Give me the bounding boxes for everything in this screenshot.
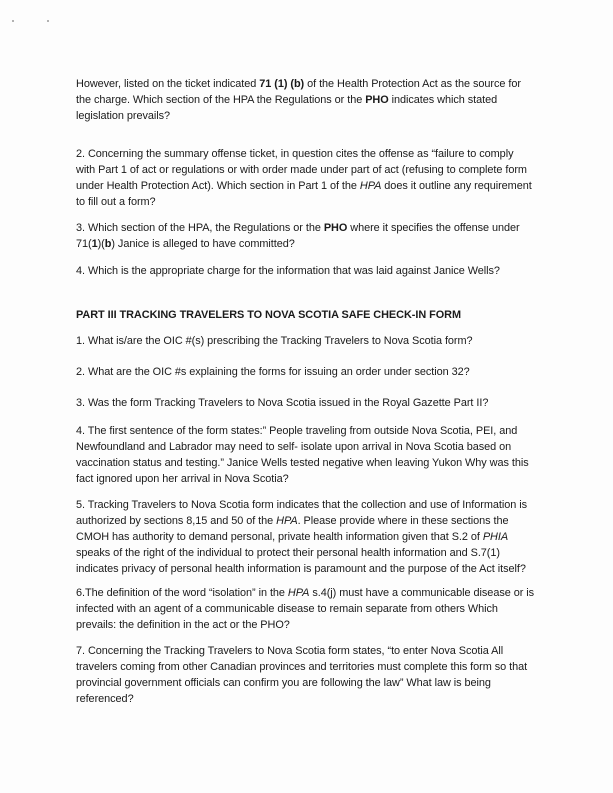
intro-line [76,76,521,92]
text-segment: speaks of the right of the individual to protect their personal health information and S.7(1) [76,547,500,559]
scan-speck [47,20,49,22]
text-segment: the charge. Which section of the HPA the Regulations or the [76,94,366,106]
question-line [76,439,511,455]
text-segment: indicates privacy of personal health information is paramount and the purpose of the Act itself? [76,563,526,575]
question-line [76,162,527,178]
text-segment: 5. Tracking Travelers to Nova Scotia form indicates that the collection and use of Information is [76,499,527,511]
text-segment: vaccination status and testing.” Janice Wells tested negative when leaving Yukon Why was this [76,457,529,469]
bold-text: b [104,238,112,250]
text-segment: travelers coming from other Canadian provinces and territories must complete this form so that [76,661,528,673]
question-line [76,178,532,194]
text-segment: where it specifies the offense under [347,222,520,234]
question-line [76,263,500,279]
question-line [76,455,529,471]
question-line [76,236,295,252]
question-line [76,395,488,411]
text-segment: 2. What are the OIC #s explaining the forms for issuing an order under section 32? [76,366,470,378]
section-heading: PART III TRACKING TRAVELERS TO NOVA SCOTIA SAFE CHECK-IN FORM [76,309,461,321]
text-segment: 7. Concerning the Tracking Travelers to Nova Scotia form states, “to enter Nova Scotia All [76,645,504,657]
text-segment: provincial government officials can confirm you are following the law” What law is being [76,677,491,689]
text-segment: under Health Protection Act). Which section in Part 1 of the [76,180,360,192]
text-segment: s.4(j) must have a communicable disease or is [309,587,535,599]
text-segment: 6.The definition of the word “isolation” in the [76,587,288,599]
text-segment: 2. Concerning the summary offense ticket, in question cites the offense as “failure to comply [76,148,514,160]
question-line [76,364,470,380]
question-line [76,423,517,439]
text-segment: fact ignored upon her arrival in Nova Scotia? [76,473,289,485]
question-line [76,529,508,545]
question-line [76,617,290,633]
text-segment: to fill out a form? [76,196,156,208]
question-line [76,545,500,561]
question-line [76,643,503,659]
text-segment: does it outline any requirement [381,180,532,192]
text-segment: . Please provide where in these sections the [297,515,509,527]
text-segment: 4. The first sentence of the form states:” People traveling from outside Nova Scotia, PEI, and [76,425,518,437]
text-segment: referenced? [76,693,134,705]
question-line [76,471,289,487]
text-segment: with Part 1 of act or regulations or with order made under part of act (refusing to complete form [76,164,527,176]
text-segment: ) Janice is alleged to have committed? [111,238,295,250]
question-line [76,585,534,601]
text-segment: 3. Which section of the HPA, the Regulations or the [76,222,324,234]
question-line [76,601,498,617]
text-segment: 71( [76,238,92,250]
text-segment: 4. Which is the appropriate charge for the information that was laid against Janice Wells? [76,265,500,277]
italic-text: PHIA [482,531,509,543]
bold-text: 1 [91,238,98,250]
text-segment: CMOH has authority to demand personal, private health information given that S.2 of [76,531,483,543]
intro-line [76,92,497,108]
intro-line [76,108,170,124]
bold-text: PHO [365,94,389,106]
question-line [76,220,520,236]
question-line [76,146,513,162]
question-line [76,194,156,210]
question-line [76,333,473,349]
italic-text: HPA [359,180,382,192]
italic-text: HPA [276,515,298,527]
italic-text: HPA [287,587,310,599]
question-line [76,513,508,529]
question-line [76,561,526,577]
question-line [76,659,527,675]
bold-text: 71 (1) (b) [259,78,305,90]
question-line [76,691,134,707]
text-segment: 1. What is/are the OIC #(s) prescribing the Tracking Travelers to Nova Scotia form? [76,335,473,347]
text-segment: 3. Was the form Tracking Travelers to Nova Scotia issued in the Royal Gazette Part II? [76,397,489,409]
bold-text: PHO [323,222,348,234]
text-segment: of the Health Protection Act as the source for [304,78,521,90]
question-line [76,675,491,691]
text-segment: infected with an agent of a communicable disease to remain separate from others Which [76,603,498,615]
text-segment: )( [97,238,105,250]
question-line [76,497,527,513]
text-segment: legislation prevails? [76,110,170,122]
text-segment: prevails: the definition in the act or the PHO? [76,619,290,631]
text-segment: indicates which stated [388,94,498,106]
text-segment: Newfoundland and Labrador may need to self- isolate upon arrival in Nova Scotia based on [76,441,512,453]
scan-speck [12,20,14,22]
text-segment: authorized by sections 8,15 and 50 of the [76,515,277,527]
text-segment: However, listed on the ticket indicated [76,78,260,90]
